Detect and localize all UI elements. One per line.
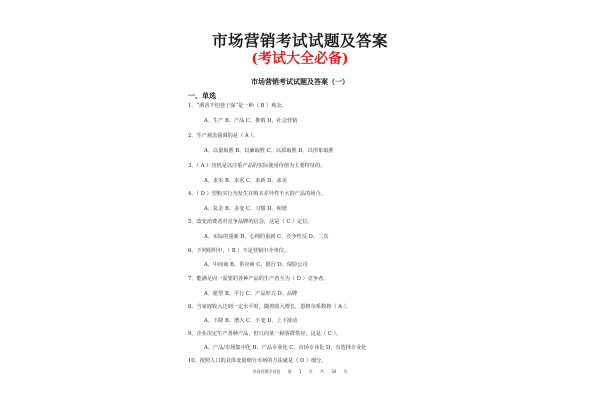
question-10: 10、按照人口的具体变量细分市场的方法就是（ D ）细分。 — [188, 358, 327, 364]
question-1-options: A、生产 B、产品 C、推销 D、社会营销 — [204, 118, 298, 124]
question-4: 4、（ D ）型购买行为发生在购买差异性不大的产品的场合。 — [188, 191, 326, 197]
question-3: 3、（ A ）功机是以注重产品的实际使用价值为主要特征的。 — [188, 163, 326, 169]
question-6-options: A、中间商 B、供应商 C、银行 D、保险公司 — [204, 262, 308, 268]
section-heading: 一、单选 — [188, 91, 216, 100]
question-7-options: A、愿望 B、平行 C、产品形式 D、品牌 — [204, 291, 298, 297]
document-subtitle: (考试大全必备) — [251, 51, 349, 67]
question-6: 6、下列组织中，（ B ）不是营销中介单位。 — [188, 248, 290, 254]
question-5-options: A、实际的重新 B、心理的重新 C、竞争性反 D、二次 — [204, 234, 329, 240]
section-title: 市场营销考试试题及答案（一） — [251, 77, 349, 86]
question-5: 5、改变消费者对竞争品牌的信念，这是（ C ）定位。 — [188, 219, 313, 225]
question-7: 7、能满足同一需要的各种产品的生产者互为（ D ）竞争者。 — [188, 276, 329, 282]
question-2: 2、生产观念强调的是（ A ）。 — [188, 133, 258, 139]
question-8: 8、当家庭收入达到一定水平时，随着收入增长，恩格尔系数将（ A ）。 — [188, 304, 352, 310]
question-9: 9、企业决定生产各种产品，但只向某一顾客群供应，这是（ C ）。 — [188, 331, 342, 337]
question-3-options: A、求实 B、求名 C、求新 D、求美 — [204, 178, 287, 184]
question-2-options: A、以量取胜 B、以廉取胜 C、以质取胜 D、以形象取胜 — [204, 148, 334, 154]
question-9-options: A、产品/市场集中化 B、产品专业化 C、市场专业化 D、有选择专业化 — [204, 345, 367, 351]
question-4-options: A、复杂 B、多变 C、习惯 D、和谐 — [204, 206, 287, 212]
page-footer: 市场营销学试卷 第 1 页 共 34 页 — [252, 369, 348, 374]
question-1: 1、“酒香不怕巷子深”是一种（ B ）观念。 — [188, 103, 287, 109]
question-8-options: A、下降 B、增大 C、不变 D、上下波动 — [204, 318, 298, 324]
document-title: 市场营销考试试题及答案 — [211, 31, 388, 50]
